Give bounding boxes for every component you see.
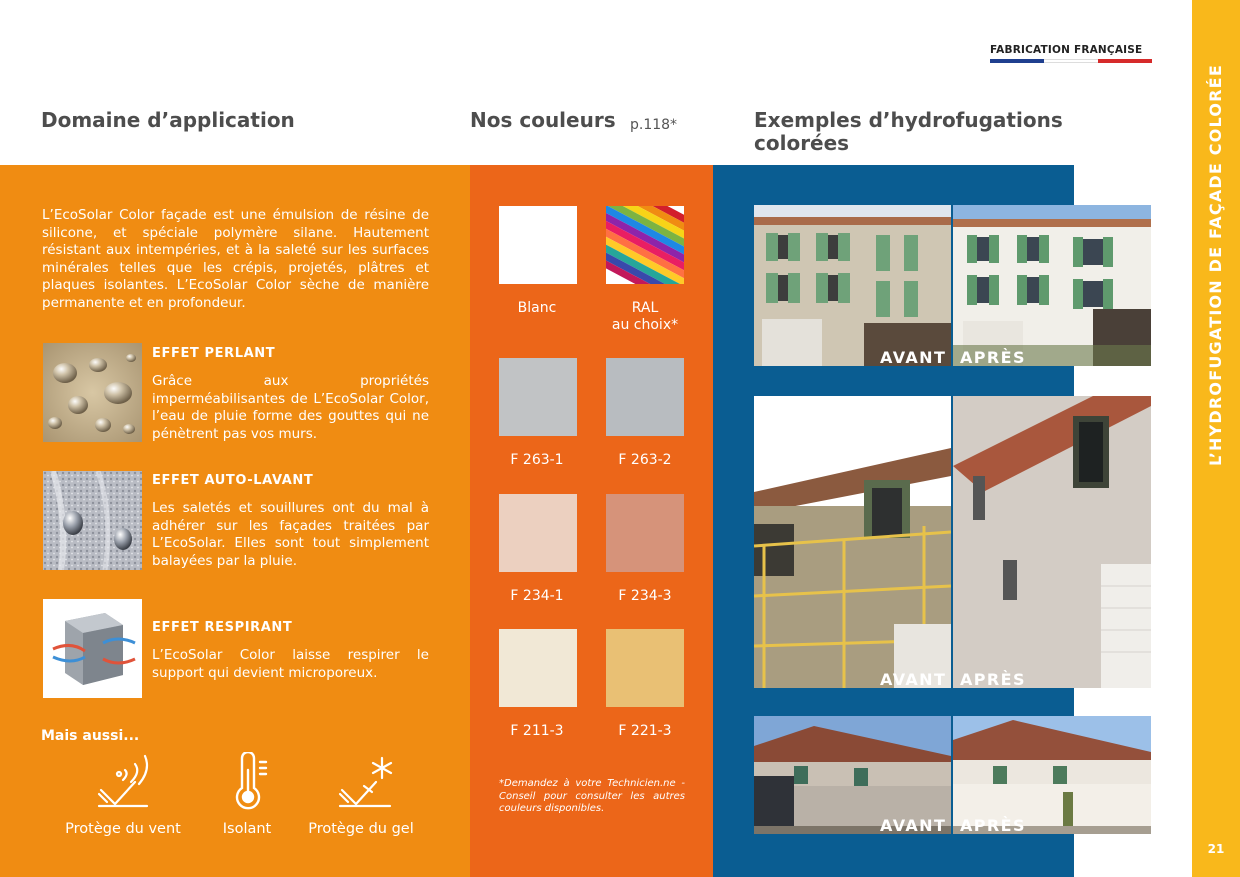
swatch-label-f234-1: F 234-1 — [510, 588, 564, 604]
also-title: Mais aussi... — [41, 728, 140, 744]
before-photo-2 — [754, 396, 951, 688]
water-drops-image — [43, 343, 142, 442]
swatch-ral-palette-image — [606, 206, 684, 284]
before-label-2: AVANT — [880, 670, 947, 689]
effect-title-respirant: EFFET RESPIRANT — [152, 620, 293, 635]
page-number: 21 — [1207, 842, 1225, 856]
swatch-f263-1 — [499, 358, 577, 436]
frost-icon — [336, 752, 396, 814]
examples-title: Exemples d’hydrofugations colorées — [754, 108, 1063, 155]
isolant-label: Isolant — [222, 821, 272, 837]
before-label-1: AVANT — [880, 348, 947, 367]
swatch-f234-3 — [606, 494, 684, 572]
self-cleaning-image — [43, 471, 142, 570]
side-band — [1192, 0, 1240, 877]
colors-footnote: *Demandez à votre Technicien.ne -Conseil pour consulter les autres couleurs disponibles. — [499, 778, 685, 814]
after-photo-2 — [953, 396, 1151, 688]
intro-paragraph: L’EcoSolar Color façade est une émulsion de résine de silicone, et spéciale polymère silane. Hautement résistant aux intempéries, et à la saleté sur les surfaces minérales telles que les crépis, projetés, plâtres et plaques isolantes. L’EcoSolar Color sèche de manière permanente et en profondeur. — [42, 207, 429, 311]
colors-title: Nos couleurs — [470, 108, 616, 132]
swatch-f221-3 — [606, 629, 684, 707]
badge-text: FABRICATION FRANÇAISE — [990, 44, 1143, 56]
french-flag-stripe — [990, 59, 1152, 63]
swatch-label-f263-2: F 263-2 — [618, 452, 672, 468]
thermometer-icon — [228, 752, 272, 814]
gel-label: Protège du gel — [308, 821, 414, 837]
wind-label: Protège du vent — [65, 821, 181, 837]
swatch-label-ral: RAL au choix* — [611, 300, 679, 333]
before-photo-1 — [754, 205, 951, 366]
application-title: Domaine d’application — [41, 108, 295, 132]
after-label-2: APRÈS — [960, 670, 1026, 689]
swatch-label-blanc: Blanc — [517, 300, 557, 316]
after-photo-1 — [953, 205, 1151, 366]
after-label-3: APRÈS — [960, 816, 1026, 835]
effect-text-autolavant: Les saletés et souillures ont du mal à adhérer sur les façades traitées par L’EcoSolar. Elles sont tout simplement balayées par la pluie. — [152, 500, 429, 569]
breathable-membrane-image — [43, 599, 142, 698]
swatch-label-f221-3: F 221-3 — [618, 723, 672, 739]
swatch-label-f263-1: F 263-1 — [510, 452, 564, 468]
before-label-3: AVANT — [880, 816, 947, 835]
effect-title-perlant: EFFET PERLANT — [152, 346, 276, 361]
band-title: L’HYDROFUGATION DE FAÇADE COLORÉE — [1206, 64, 1225, 466]
effect-text-respirant: L’EcoSolar Color laisse respirer le support qui devient microporeux. — [152, 647, 429, 681]
swatch-f263-2 — [606, 358, 684, 436]
colors-page-ref: p.118* — [630, 117, 678, 133]
made-in-france-badge — [990, 44, 1152, 64]
after-label-1: APRÈS — [960, 348, 1026, 367]
wind-icon — [95, 752, 153, 814]
effect-title-autolavant: EFFET AUTO-LAVANT — [152, 473, 314, 488]
effect-text-perlant: Grâce aux propriétés imperméabilisantes de L’EcoSolar Color, l’eau de pluie forme des gouttes qui ne pénètrent pas vos murs. — [152, 373, 429, 442]
swatch-label-f211-3: F 211-3 — [510, 723, 564, 739]
swatch-f211-3 — [499, 629, 577, 707]
swatch-label-f234-3: F 234-3 — [618, 588, 672, 604]
swatch-blanc — [499, 206, 577, 284]
swatch-f234-1 — [499, 494, 577, 572]
